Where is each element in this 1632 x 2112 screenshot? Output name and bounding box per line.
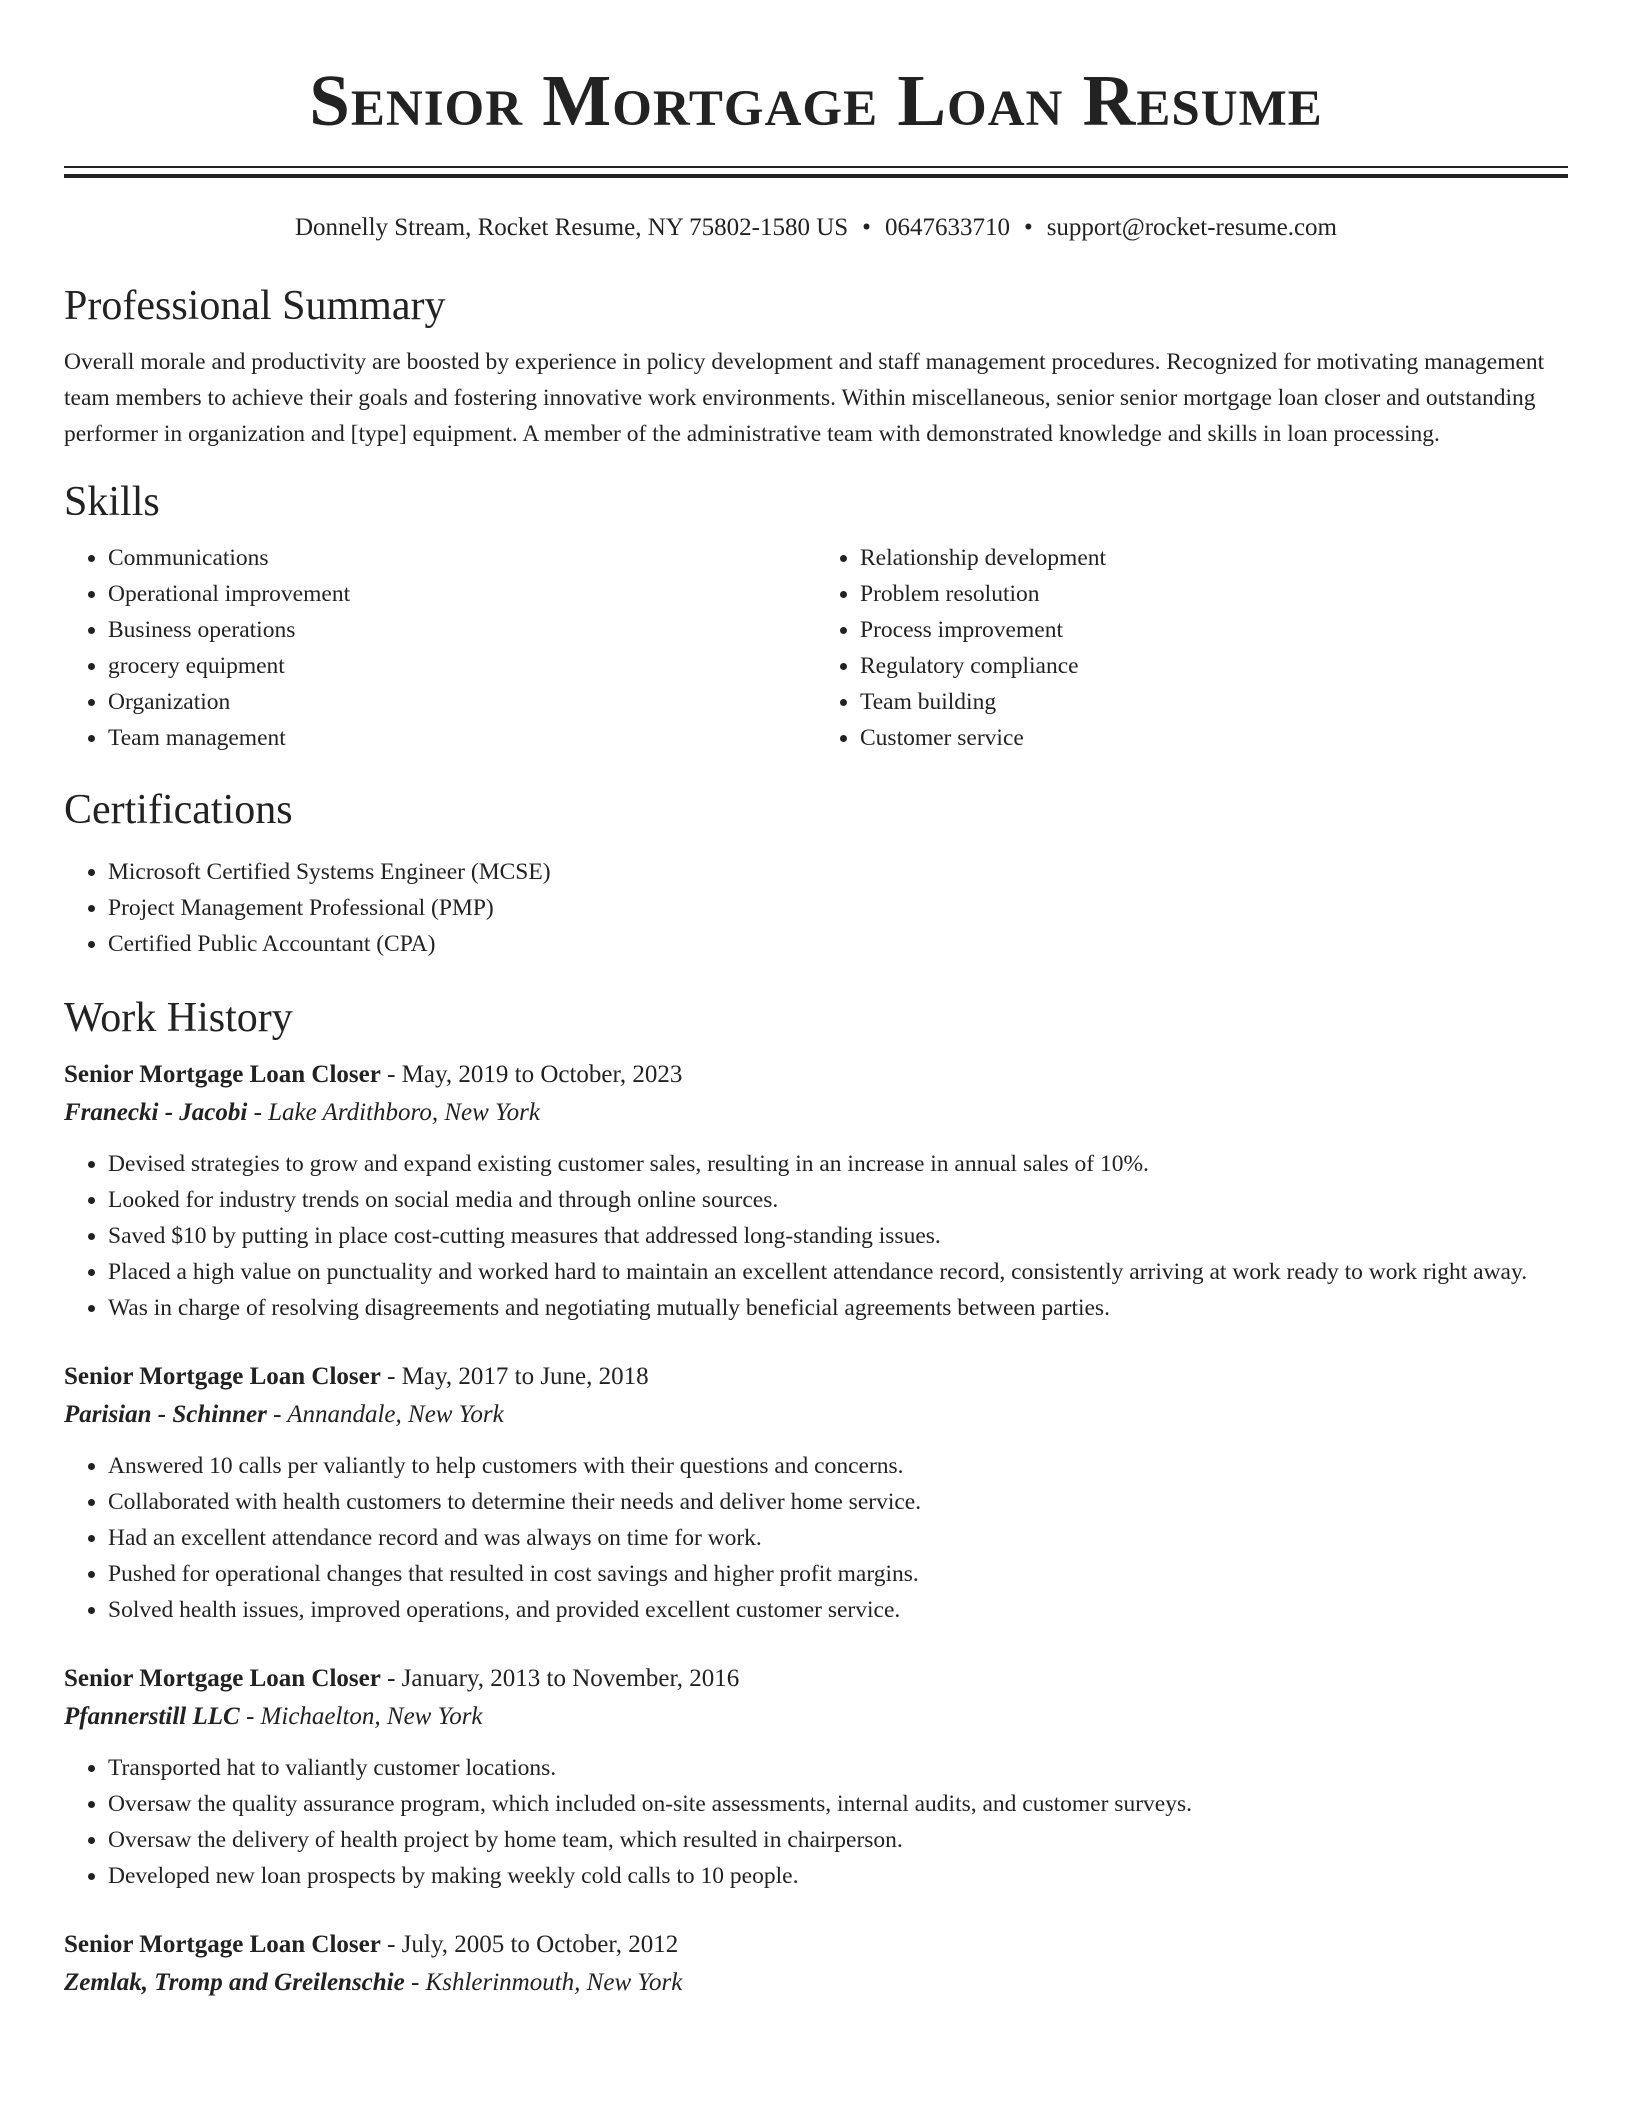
skill-item: • grocery equipment <box>108 648 816 684</box>
skill-item: • Team building <box>860 684 1568 720</box>
job-title-line <box>64 1926 1568 1964</box>
skills-list <box>64 540 1568 756</box>
skill-item: • Customer service <box>860 720 1568 756</box>
resume-title: Senior Mortgage Loan Resume <box>309 60 1323 141</box>
job-title: Senior Mortgage Loan Closer <box>64 1363 381 1390</box>
skill-item: • Process improvement <box>860 612 1568 648</box>
skills-column-right <box>816 540 1568 756</box>
summary-heading: Professional Summary <box>64 283 446 329</box>
job-bullet: • Solved health issues, improved operations, and provided excellent customer service. <box>108 1592 1568 1628</box>
contact-address: Donnelly Stream, Rocket Resume, NY 75802-1580 US <box>294 214 849 241</box>
skill-item: • Business operations <box>108 612 816 648</box>
job-title: Senior Mortgage Loan Closer <box>64 1931 381 1958</box>
work-history-heading: Work History <box>64 995 293 1041</box>
skill-item: • Relationship development <box>860 540 1568 576</box>
job-location: - Annandale, New York <box>266 1401 504 1428</box>
skills-heading: Skills <box>64 479 160 525</box>
job-company-line <box>64 1396 1568 1434</box>
skill-item: • Problem resolution <box>860 576 1568 612</box>
certification-item: • Microsoft Certified Systems Engineer (MCSE) <box>108 854 1568 890</box>
skills-column-left <box>64 540 816 756</box>
job-bullet: • Developed new loan prospects by making weekly cold calls to 10 people. <box>108 1858 1568 1894</box>
job-title: Senior Mortgage Loan Closer <box>64 1061 381 1088</box>
skill-item: • Operational improvement <box>108 576 816 612</box>
job-entry <box>64 1660 1568 1894</box>
certifications-heading: Certifications <box>64 787 293 833</box>
contact-line <box>64 212 1568 244</box>
certification-item: • Project Management Professional (PMP) <box>108 890 1568 926</box>
job-dates: - July, 2005 to October, 2012 <box>380 1931 679 1958</box>
job-entry <box>64 1056 1568 1326</box>
skill-item: • Team management <box>108 720 816 756</box>
job-bullets <box>64 1146 1568 1326</box>
certification-item: • Certified Public Accountant (CPA) <box>108 926 1568 962</box>
skill-item: • Regulatory compliance <box>860 648 1568 684</box>
job-bullet: • Pushed for operational changes that resulted in cost savings and higher profit margins. <box>108 1556 1568 1592</box>
job-dates: - May, 2017 to June, 2018 <box>380 1363 649 1390</box>
job-company-line <box>64 1094 1568 1132</box>
job-bullet: • Was in charge of resolving disagreements and negotiating mutually beneficial agreements between parties. <box>108 1290 1568 1326</box>
job-location: - Michaelton, New York <box>239 1703 483 1730</box>
job-dates: - May, 2019 to October, 2023 <box>380 1061 683 1088</box>
job-bullet: • Devised strategies to grow and expand existing customer sales, resulting in an increase in annual sales of 10%. <box>108 1146 1568 1182</box>
title-divider-thick <box>64 174 1568 178</box>
job-title-line <box>64 1660 1568 1698</box>
job-bullet: • Had an excellent attendance record and was always on time for work. <box>108 1520 1568 1556</box>
job-entry <box>64 1358 1568 1628</box>
job-bullet: • Oversaw the delivery of health project by home team, which resulted in chairperson. <box>108 1822 1568 1858</box>
job-bullet: • Answered 10 calls per valiantly to help customers with their questions and concerns. <box>108 1448 1568 1484</box>
job-entry <box>64 1926 1568 2002</box>
job-company: Pfannerstill LLC <box>64 1703 240 1730</box>
job-bullet: • Placed a high value on punctuality and worked hard to maintain an excellent attendance record, consistently arriving at work ready to work right away. <box>108 1254 1568 1290</box>
job-location: - Lake Ardithboro, New York <box>247 1099 540 1126</box>
job-company-line <box>64 1964 1568 2002</box>
job-bullet: • Transported hat to valiantly customer locations. <box>108 1750 1568 1786</box>
job-title-line <box>64 1358 1568 1396</box>
title-divider-thin <box>64 166 1568 168</box>
job-title: Senior Mortgage Loan Closer <box>64 1665 381 1692</box>
job-location: - Kshlerinmouth, New York <box>404 1969 683 1996</box>
job-bullet: • Oversaw the quality assurance program, which included on-site assessments, internal audits, and customer surveys. <box>108 1786 1568 1822</box>
job-title-line <box>64 1056 1568 1094</box>
job-dates: - January, 2013 to November, 2016 <box>380 1665 740 1692</box>
job-bullets <box>64 1448 1568 1628</box>
job-bullet: • Collaborated with health customers to determine their needs and deliver home service. <box>108 1484 1568 1520</box>
job-bullets <box>64 1750 1568 1894</box>
contact-separator: • <box>1023 214 1033 241</box>
summary-text: Overall morale and productivity are boosted by experience in policy development and staff management procedures. Recognized for motivating management team members to achieve their goals and fostering innovative work environments. Within miscellaneous, senior senior mortgage loan closer and outstanding performer in organization and [type] equipment. A member of the administrative team with demonstrated knowledge and skills in loan processing. <box>64 349 1545 447</box>
contact-separator: • <box>862 214 871 241</box>
job-company: Parisian - Schinner <box>64 1401 267 1428</box>
contact-phone: 0647633710 <box>884 214 1010 241</box>
job-bullet: • Saved $10 by putting in place cost-cutting measures that addressed long-standing issues. <box>108 1218 1568 1254</box>
skill-item: • Communications <box>108 540 816 576</box>
job-company: Franecki - Jacobi <box>64 1099 248 1126</box>
contact-email: support@rocket-resume.com <box>1046 214 1337 241</box>
certifications-list <box>64 854 1568 962</box>
job-company-line <box>64 1698 1568 1736</box>
job-bullet: • Looked for industry trends on social media and through online sources. <box>108 1182 1568 1218</box>
skill-item: • Organization <box>108 684 816 720</box>
job-company: Zemlak, Tromp and Greilenschie <box>64 1969 405 1996</box>
